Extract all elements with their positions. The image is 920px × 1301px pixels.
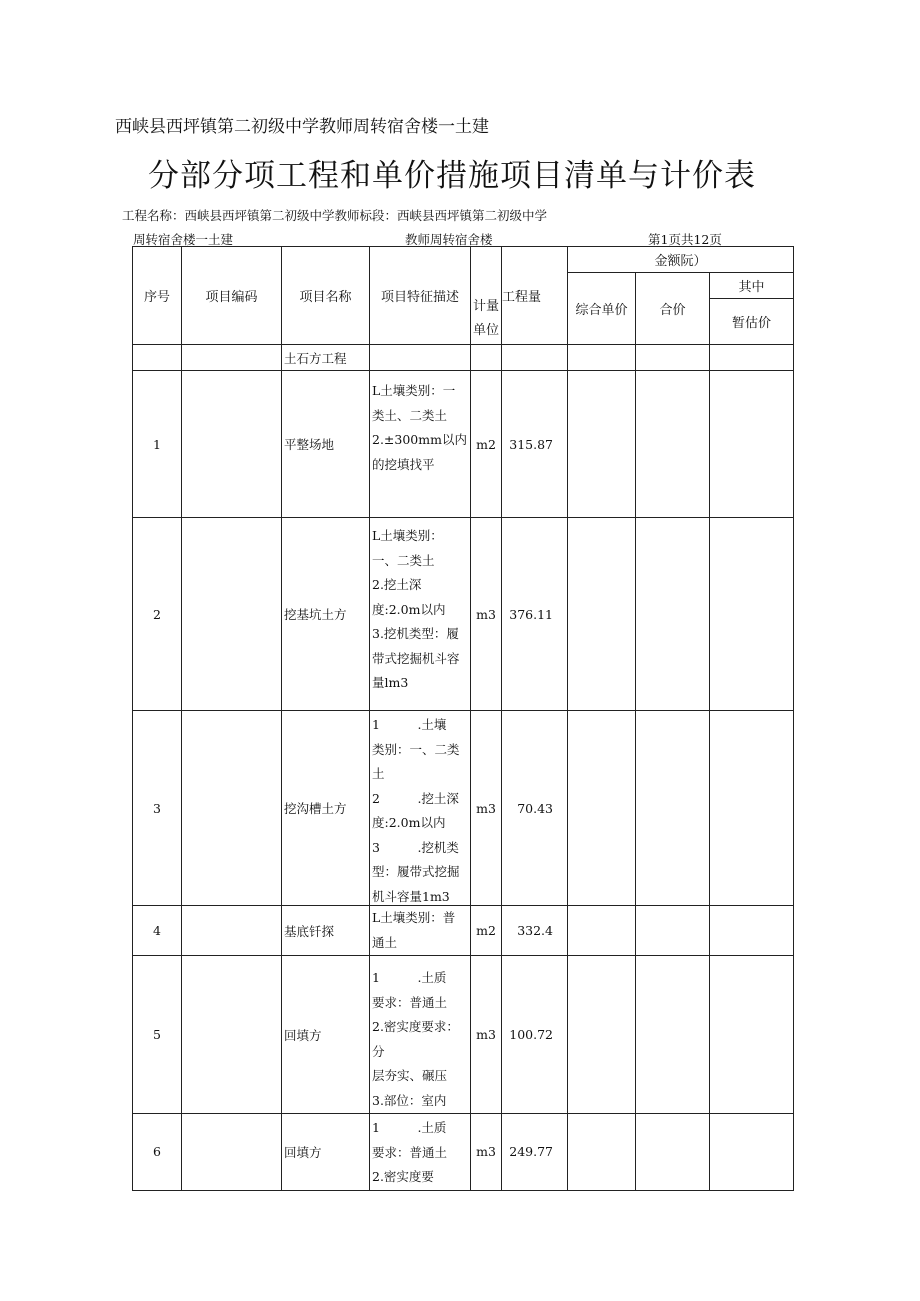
- desc-line: 要求：普通土: [372, 1144, 448, 1160]
- desc-line: 要求：普通土: [372, 994, 448, 1010]
- desc-line: 度:2.0m以内: [372, 601, 446, 617]
- row-qty: 100.72: [502, 956, 568, 1114]
- desc-line: 类别：一、二类: [372, 741, 460, 757]
- row-unit: m3: [471, 711, 502, 906]
- row-unit-price: [568, 371, 636, 518]
- row-code: [182, 956, 282, 1114]
- desc-line: 型：履带式挖掘: [372, 864, 460, 879]
- col-header-provisional: 暂估价: [710, 299, 794, 345]
- row-total: [636, 518, 710, 711]
- row-unit: m3: [471, 518, 502, 711]
- col-header-amount: 金额阮）: [568, 247, 794, 273]
- document-subtitle: 西峡县西坪镇第二初级中学教师周转宿舍楼一土建: [115, 117, 489, 137]
- row-desc: [370, 371, 471, 518]
- desc-line: L土壤类别：普: [372, 910, 456, 925]
- row-seq: 5: [133, 956, 182, 1114]
- col-header-unit: [471, 247, 502, 345]
- row-total: [636, 956, 710, 1114]
- project-name-continued: 周转宿舍楼一土建: [133, 232, 234, 247]
- row-seq: 3: [133, 711, 182, 906]
- bill-of-quantities-table: [132, 246, 794, 1191]
- row-name: 挖沟槽土方: [282, 711, 370, 906]
- project-name-line: 工程名称：西峡县西坪镇第二初级中学教师标段：西峡县西坪镇第二初级中学: [122, 208, 548, 223]
- table-row: [133, 711, 794, 906]
- table-row: [133, 956, 794, 1114]
- desc-line: 2.±300mm以内: [372, 432, 467, 447]
- desc-line: 3.挖机类型：履: [372, 626, 459, 641]
- row-code: [182, 711, 282, 906]
- col-header-code: 项目编码: [182, 247, 282, 345]
- row-qty: 249.77: [502, 1114, 568, 1191]
- col-header-unit-line2: 单位: [473, 323, 500, 338]
- row-seq: 2: [133, 518, 182, 711]
- row-unit: m2: [471, 906, 502, 956]
- desc-line: 1 .土质: [372, 1120, 447, 1135]
- table-row: [133, 518, 794, 711]
- row-name: 基底钎探: [282, 906, 370, 956]
- table-row: [133, 906, 794, 956]
- desc-line: 2 .挖土深: [372, 790, 459, 806]
- desc-line: 通土: [372, 934, 398, 950]
- desc-line: 1 .土质: [372, 970, 447, 985]
- section-name-continued: 教师周转宿舍楼: [405, 232, 493, 247]
- col-header-unit-price: 综合单价: [568, 273, 636, 345]
- desc-line: 带式挖掘机斗容: [372, 650, 460, 666]
- page-indicator: 第1页共12页: [648, 232, 722, 247]
- row-unit-price: [568, 711, 636, 906]
- row-total: [636, 1114, 710, 1191]
- col-header-total: 合价: [636, 273, 710, 345]
- row-unit-price: [568, 1114, 636, 1191]
- row-unit: m3: [471, 1114, 502, 1191]
- desc-line: 的挖填找平: [372, 456, 435, 472]
- desc-line: 一、二类土: [372, 552, 435, 568]
- table-row: [133, 371, 794, 518]
- row-desc: [370, 711, 471, 906]
- row-provisional: [710, 956, 794, 1114]
- desc-line: 2.密实度要求：分: [372, 1019, 459, 1059]
- row-provisional: [710, 518, 794, 711]
- desc-line: 类土、二类土: [372, 407, 448, 423]
- col-header-qty: 工程量: [502, 247, 568, 345]
- row-seq: 4: [133, 906, 182, 956]
- row-unit: m3: [471, 956, 502, 1114]
- row-unit-price: [568, 518, 636, 711]
- col-header-name: 项目名称: [282, 247, 370, 345]
- desc-line: 2.密实度要: [372, 1169, 434, 1184]
- desc-line: 层夯实、碾压: [372, 1068, 448, 1083]
- col-header-unit-line1: 计量: [473, 299, 500, 314]
- col-header-seq: 序号: [133, 247, 182, 345]
- desc-line: L土壤类别：: [372, 528, 443, 543]
- desc-line: 1 .土壤: [372, 717, 447, 732]
- desc-line: 机斗容量1m3: [372, 888, 450, 904]
- desc-line: 量lm3: [372, 675, 409, 690]
- row-qty: 70.43: [502, 711, 568, 906]
- header-row-1: [133, 247, 794, 273]
- row-seq: 1: [133, 371, 182, 518]
- row-provisional: [710, 711, 794, 906]
- row-total: [636, 711, 710, 906]
- row-name: 回填方: [282, 1114, 370, 1191]
- row-desc: [370, 1114, 471, 1191]
- row-provisional: [710, 906, 794, 956]
- row-code: [182, 906, 282, 956]
- desc-line: L土壤类别：一: [372, 383, 456, 398]
- row-code: [182, 1114, 282, 1191]
- row-seq: 6: [133, 1114, 182, 1191]
- row-total: [636, 906, 710, 956]
- row-qty: 332.4: [502, 906, 568, 956]
- row-code: [182, 518, 282, 711]
- document-title: 分部分项工程和单价措施项目清单与计价表: [148, 158, 756, 194]
- row-unit: m2: [471, 371, 502, 518]
- desc-line: 3 .挖机类: [372, 839, 459, 855]
- row-name: 回填方: [282, 956, 370, 1114]
- row-unit-price: [568, 956, 636, 1114]
- desc-line: 2.挖土深: [372, 577, 422, 592]
- row-desc: [370, 518, 471, 711]
- row-desc: [370, 906, 471, 956]
- row-name: 挖基坑土方: [282, 518, 370, 711]
- col-header-of-which: 其中: [710, 273, 794, 299]
- row-provisional: [710, 371, 794, 518]
- row-total: [636, 371, 710, 518]
- desc-line: 土: [372, 766, 385, 781]
- row-qty: 376.11: [502, 518, 568, 711]
- row-code: [182, 371, 282, 518]
- table-row: [133, 1114, 794, 1191]
- row-unit-price: [568, 906, 636, 956]
- row-qty: 315.87: [502, 371, 568, 518]
- row-name: 平整场地: [282, 371, 370, 518]
- section-title: 土石方工程: [282, 345, 370, 371]
- desc-line: 3.部位：室内: [372, 1092, 447, 1108]
- section-row: [133, 345, 794, 371]
- row-desc: [370, 956, 471, 1114]
- col-header-desc: 项目特征描述: [370, 247, 471, 345]
- desc-line: 度:2.0m以内: [372, 815, 446, 830]
- row-provisional: [710, 1114, 794, 1191]
